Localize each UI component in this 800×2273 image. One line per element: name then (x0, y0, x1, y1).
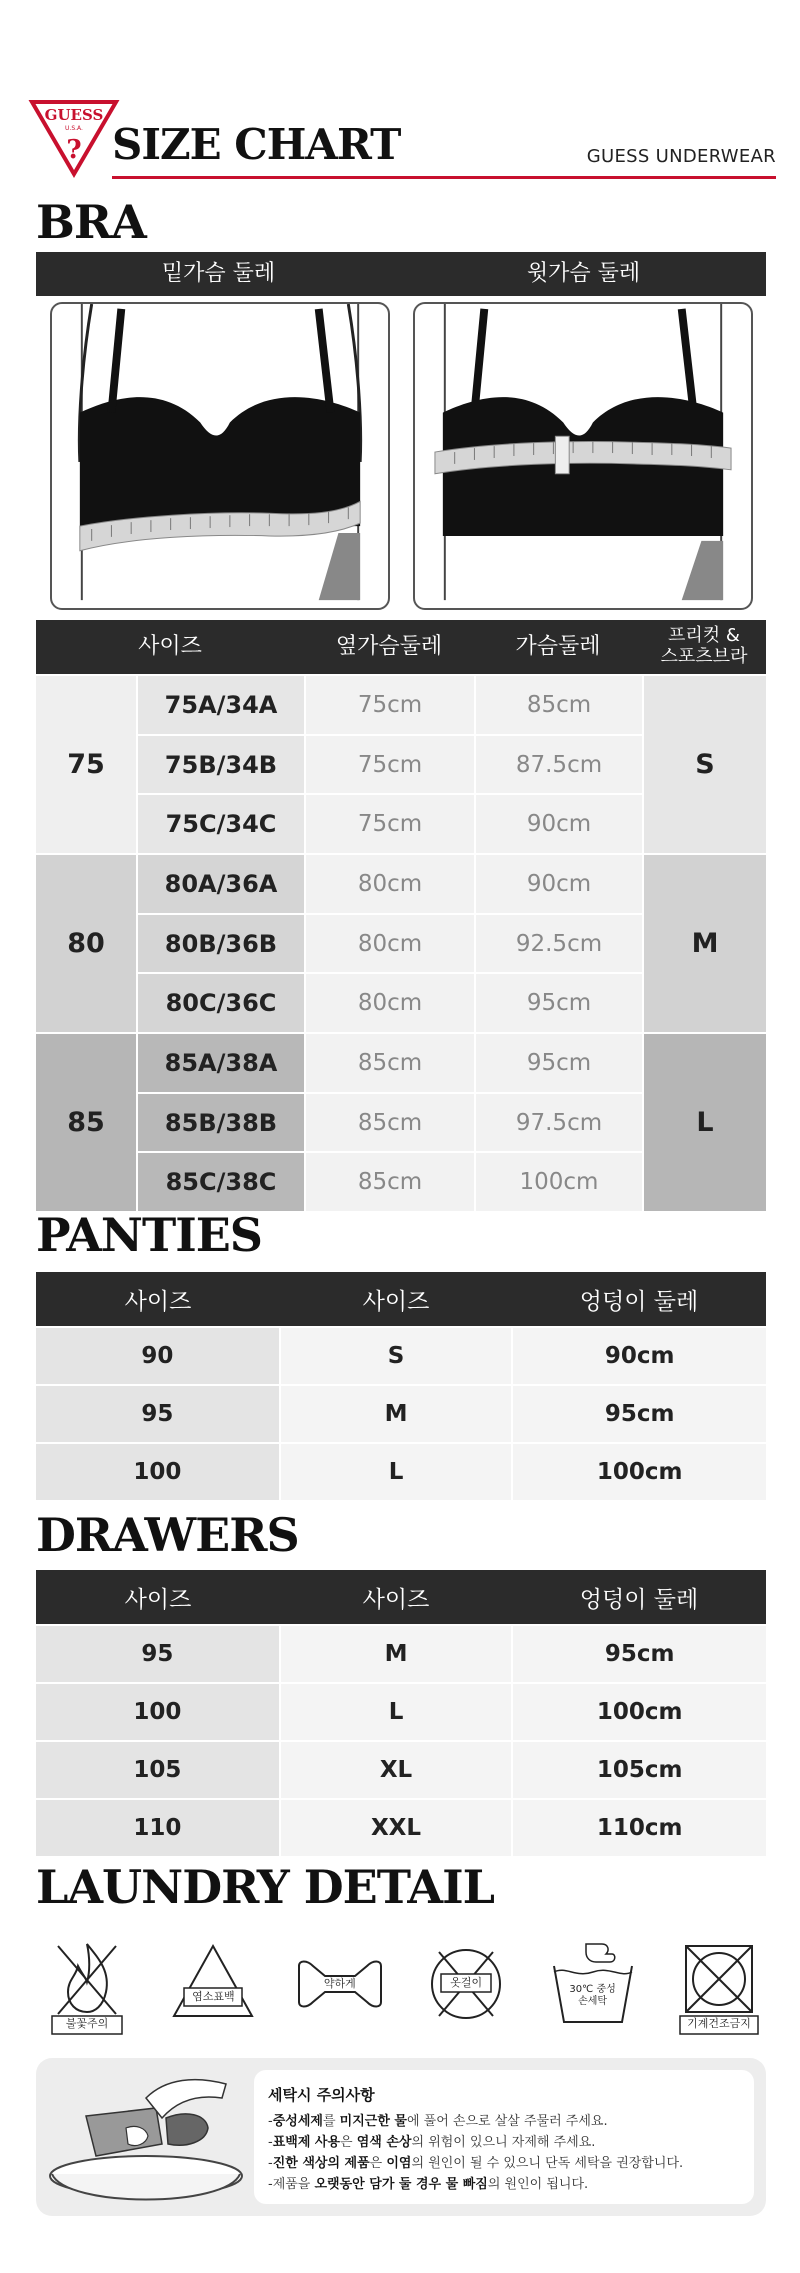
letter-size-value: S (281, 1328, 512, 1384)
side-bust-value: 75cm (306, 736, 474, 794)
letter-size-value: XXL (281, 1800, 512, 1856)
overbust-diagram (413, 302, 753, 610)
bust-value: 95cm (476, 1034, 642, 1092)
bust-value: 95cm (476, 974, 642, 1032)
header-divider (112, 176, 776, 179)
header (28, 98, 776, 184)
laundry-icons (40, 1932, 766, 2042)
hip-value: 90cm (513, 1328, 766, 1384)
header-fit (642, 620, 766, 674)
hip-value: 95cm (513, 1386, 766, 1442)
laundry-label: 염소표백 (192, 1990, 235, 2003)
fit-size: L (644, 1034, 766, 1211)
notice-line: -제품을 오랫동안 담가 둘 경우 물 빠짐의 원인이 됩니다. (268, 2177, 589, 2192)
side-bust-value: 80cm (306, 855, 474, 913)
laundry-label: 불꽃주의 (65, 2017, 109, 2030)
gentle-wring-icon (293, 1932, 387, 2042)
table-row (136, 676, 642, 734)
bust-value: 97.5cm (476, 1094, 642, 1152)
cup-size: 85B/38B (138, 1094, 304, 1152)
bust-value: 85cm (476, 676, 642, 734)
side-bust-value: 80cm (306, 974, 474, 1032)
hip-value: 100cm (513, 1444, 766, 1500)
table-row (136, 736, 642, 794)
table-row (36, 1742, 766, 1798)
side-bust-value: 85cm (306, 1034, 474, 1092)
bra-diagram-header (36, 252, 766, 296)
laundry-label: 옷걸이 (450, 1976, 483, 1989)
hip-value: 105cm (513, 1742, 766, 1798)
laundry-label: 기계건조금지 (687, 2017, 751, 2030)
side-bust-value: 80cm (306, 915, 474, 973)
cup-size: 85A/38A (138, 1034, 304, 1092)
notice-line: -진한 색상의 제품은 이염의 원인이 될 수 있으니 단독 세탁을 권장합니다. (268, 2156, 684, 2171)
size-value: 95 (36, 1386, 279, 1442)
cup-size: 85C/38C (138, 1153, 304, 1211)
svg-text:?: ? (66, 135, 82, 165)
underbust-diagram (50, 302, 390, 610)
side-bust-value: 85cm (306, 1094, 474, 1152)
side-bust-value: 75cm (306, 795, 474, 853)
notice-line: -중성세제를 미지근한 물에 풀어 손으로 살살 주물러 주세요. (268, 2114, 608, 2129)
bra-table-header (36, 620, 766, 674)
laundry-label-line2: 손세탁 (578, 1995, 608, 2007)
size-value: 105 (36, 1742, 279, 1798)
page-title: SIZE CHART (112, 120, 401, 169)
table-row (136, 974, 642, 1032)
cup-size: 75B/34B (138, 736, 304, 794)
cup-size: 80A/36A (138, 855, 304, 913)
drawers-section-title: DRAWERS (36, 1508, 299, 1562)
letter-size-value: L (281, 1444, 512, 1500)
letter-size-value: XL (281, 1742, 512, 1798)
hand-washing-illustration-icon (36, 2058, 254, 2216)
table-row (136, 855, 642, 913)
side-bust-value: 75cm (306, 676, 474, 734)
underbust-label: 밑가슴 둘레 (161, 261, 276, 286)
table-row (136, 1094, 642, 1152)
no-tumble-dry-icon (672, 1932, 766, 2042)
overbust-measure-illustration (415, 304, 751, 608)
table-row (36, 1444, 766, 1500)
drawers-size-table (36, 1570, 766, 1856)
hip-value: 100cm (513, 1684, 766, 1740)
drawers-table-header (36, 1570, 766, 1624)
hip-value: 95cm (513, 1626, 766, 1682)
logo-text: GUESS (44, 106, 104, 124)
letter-size-value: L (281, 1684, 512, 1740)
table-row (36, 1626, 766, 1682)
header-size: 사이즈 (138, 634, 202, 660)
header-size: 사이즈 (124, 1288, 192, 1315)
fit-size: S (644, 676, 766, 853)
bust-value: 90cm (476, 795, 642, 853)
washing-notice (36, 2058, 766, 2216)
hand-wash-icon (546, 1932, 640, 2042)
header-bust: 가슴둘레 (515, 634, 601, 660)
table-row (136, 795, 642, 853)
table-row (136, 1153, 642, 1211)
no-hang-dry-icon (419, 1932, 513, 2042)
size-value: 90 (36, 1328, 279, 1384)
laundry-label (566, 1984, 620, 2007)
notice-title: 세탁시 주의사항 (268, 2086, 375, 2104)
underbust-measure-illustration (52, 304, 388, 608)
cup-size: 80C/36C (138, 974, 304, 1032)
letter-size-value: M (281, 1626, 512, 1682)
panties-table-header (36, 1272, 766, 1326)
table-row (36, 1684, 766, 1740)
chlorine-bleach-icon (166, 1932, 260, 2042)
notice-line: -표백제 사용은 염색 손상의 위험이 있으니 자제해 주세요. (268, 2135, 596, 2150)
header-letter-size: 사이즈 (362, 1586, 430, 1613)
brand-subtitle: GUESS UNDERWEAR (586, 146, 776, 167)
header-size: 사이즈 (124, 1586, 192, 1613)
cup-size: 75A/34A (138, 676, 304, 734)
bra-group-85 (36, 1034, 766, 1211)
hip-value: 110cm (513, 1800, 766, 1856)
bra-section-title: BRA (36, 195, 146, 249)
header-side-bust: 옆가슴둘레 (335, 634, 443, 660)
laundry-section-title: LAUNDRY DETAIL (36, 1860, 494, 1914)
panties-section-title: PANTIES (36, 1208, 263, 1262)
logo-sub: U.S.A. (65, 125, 83, 132)
size-value: 100 (36, 1684, 279, 1740)
bust-value: 100cm (476, 1153, 642, 1211)
band-size: 75 (36, 676, 136, 853)
bra-size-table (36, 620, 766, 1211)
bust-value: 90cm (476, 855, 642, 913)
cup-size: 80B/36B (138, 915, 304, 973)
bra-group-75 (36, 676, 766, 853)
no-iron-fire-icon (40, 1932, 134, 2042)
laundry-label: 약하게 (323, 1977, 356, 1990)
band-size: 80 (36, 855, 136, 1032)
side-bust-value: 85cm (306, 1153, 474, 1211)
header-hip: 엉덩이 둘레 (579, 1586, 699, 1613)
laundry-label-line1: 30℃ 중성 (569, 1984, 616, 1995)
table-row (136, 915, 642, 973)
fit-size: M (644, 855, 766, 1032)
band-size: 85 (36, 1034, 136, 1211)
cup-size: 75C/34C (138, 795, 304, 853)
notice-card (254, 2070, 754, 2204)
header-fit-line1: 프리컷 & (668, 625, 740, 647)
header-fit-line2: 스포츠브라 (660, 646, 748, 667)
size-value: 95 (36, 1626, 279, 1682)
table-row (36, 1800, 766, 1856)
guess-logo-icon (28, 98, 120, 178)
bra-group-80 (36, 855, 766, 1032)
letter-size-value: M (281, 1386, 512, 1442)
panties-size-table (36, 1272, 766, 1500)
table-row (36, 1386, 766, 1442)
header-hip: 엉덩이 둘레 (579, 1288, 699, 1315)
table-row (36, 1328, 766, 1384)
bust-value: 92.5cm (476, 915, 642, 973)
size-value: 100 (36, 1444, 279, 1500)
table-row (136, 1034, 642, 1092)
size-value: 110 (36, 1800, 279, 1856)
overbust-label: 윗가슴 둘레 (526, 261, 641, 286)
bust-value: 87.5cm (476, 736, 642, 794)
header-letter-size: 사이즈 (362, 1288, 430, 1315)
